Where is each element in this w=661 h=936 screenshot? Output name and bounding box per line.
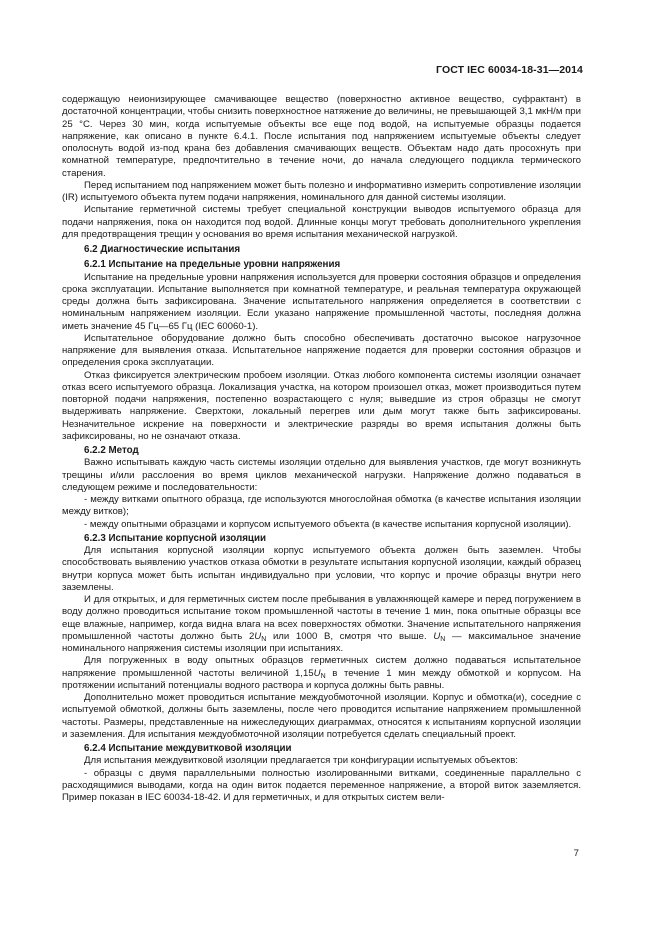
- paragraph-voltage-limit-test: Испытание на предельные уровни напряжения используется для проверки состояния образцов и определения срока эксплуатации. Испытание выполняется при комнатной температуре, и реальная температура окружающей среды должна быть зафиксирована. Значение испытательного напряжения определяется в соответствии с номинальным напряжением изоляции. Если указано напряжение промышленной частоты, последняя должна иметь значение 45 Гц—65 Гц (IEC 60060-1).: [62, 271, 581, 332]
- section-heading-6-2-4: 6.2.4 Испытание междувитковой изоляции: [84, 743, 292, 754]
- list-item-turn-to-turn: - между витками опытного образца, где используются многослойная обмотка (в качестве испытания изоляции между витков);: [62, 494, 581, 518]
- section-heading-6-2: 6.2 Диагностические испытания: [84, 244, 241, 255]
- page-number: 7: [573, 848, 579, 859]
- paragraph-interwinding-test: Дополнительно может проводиться испытание междуобмоточной изоляции. Корпус и обмотка(и), соседние с испытуемой обмоткой, должны быть заземлены, после чего проводится испытание напряжением промышленной частоты. Размеры, представленные на нижеследующих диаграммах, относятся к испытаниям корпусной изоляции и заземления. Для испытания междуобмоточной изоляции потребуется сделать специальный проект.: [62, 692, 581, 740]
- section-heading-6-2-2: 6.2.2 Метод: [84, 445, 139, 456]
- paragraph-test-equipment: Испытательное оборудование должно быть способно обеспечивать достаточно высокое нагрузочное напряжение для выявления отказа. Испытательное напряжение подается для проверки состояния образцов и определения срока эксплуатации.: [62, 332, 581, 369]
- paragraph-failure: Отказ фиксируется электрическим пробоем изоляции. Отказ любого компонента системы изоляции означает отказ всего испытуемого образца. Локализация участка, на котором произошел отказ, может производиться путем повторной подачи напряжения, постепенно возрастающего с нуля; выведшие из строя образцы не смогут выдерживать напряжение. Сверхтоки, локальный перегрев или дым могут также быть зафиксированы. Незначительное искрение на поверхности и электрические разряды во время испытания должны быть зафиксированы, но не означают отказа.: [62, 369, 581, 442]
- paragraph-interturn-configs: Для испытания междувитковой изоляции предлагается три конфигурации испытуемых объектов:: [84, 755, 518, 767]
- paragraph-submerged-test: Для погруженных в воду опытных образцов герметичных систем должно подаваться испытательное напряжение промышленной частоты величиной $1,15U_N$ в течение 1 мин между обмоткой и корпусом. На протяжении испытаний потенциалы водного раствора и корпуса должны быть равны.: [62, 655, 581, 691]
- section-heading-6-2-3: 6.2.3 Испытание корпусной изоляции: [84, 532, 266, 544]
- document-standard-id: ГОСТ IEC 60034-18-31—2014: [436, 64, 583, 76]
- section-heading-6-2-1: 6.2.1 Испытание на предельные уровни напряжения: [84, 259, 341, 271]
- paragraph-wetting-agent: содержащую неионизирующее смачивающее вещество (поверхностно активное вещество, суфрактант) в достаточной концентрации, чтобы снизить поверхностное натяжение до величины, не превышающей 3,1 мкН/м при 25 °С. Через 30 мин, когда испытуемые объекты все еще под водой, на испытуемые образцы подается напряжение, как описано в пункте 6.4.1. После испытания под напряжением испытуемые объекты следует ополоснуть водой из-под крана без добавления смачивающих веществ. Объектам надо дать просохнуть при комнатной температуре, предпочтительно в течение ночи, до начала следующего подцикла термического старения.: [62, 94, 581, 179]
- paragraph-insulation-resistance: Перед испытанием под напряжением может быть полезно и информативно измерить сопротивление изоляции (IR) испытуемого объекта путем подачи напряжения, номинального для данной системы изоляции.: [62, 179, 581, 203]
- paragraph-open-and-sealed-test: И для открытых, и для герметичных систем после пребывания в увлажняющей камере и перед погружением в воду должно проводиться испытание током промышленной частоты в течение 1 мин, пока опытные образцы все еще влажные, например, когда видна влага на всех поверхностях обмотки. Значение испытательного напряжения промышленной частоты должно быть $2U_N$ или 1000 В, смотря что выше. $U_N$ — максимальное значение номинального напряжения системы изоляции при испытаниях.: [62, 594, 581, 654]
- paragraph-ground-insulation: Для испытания корпусной изоляции корпус испытуемого объекта должен быть заземлен. Чтобы способствовать выявлению участков отказа обмотки в результате испытания корпусной изоляции, каждый образец внутри корпуса может быть испытан индивидуально при условии, что корпус и прочие образцы внутри него заземлены.: [62, 545, 581, 593]
- paragraph-sealed-system: Испытание герметичной системы требует специальной конструкции выводов испытуемого образца для подачи напряжения, пока он находится под водой. Длинные концы могут требовать дополнительного укрепления для предотвращения трещин у основания во время испытания механической нагрузкой.: [62, 204, 581, 240]
- list-item-parallel-turns: - образцы с двумя параллельными полностью изолированными витками, соединенные параллельно с расходящимися выводами, когда на один виток подается переменное напряжение, а второй виток заземляется. Пример показан в IEC 60034-18-42. И для герметичных, и для открытых систем вели-: [62, 767, 581, 803]
- paragraph-method: Важно испытывать каждую часть системы изоляции отдельно для выявления участков, где могут возникнуть трещины и/или расслоения во время циклов механической нагрузки. Напряжение должно подаваться в следующем режиме и последовательности:: [62, 457, 581, 493]
- list-item-ground-wall: - между опытными образцами и корпусом испытуемого объекта (в качестве испытания корпусной изоляции).: [84, 518, 572, 530]
- document-body: [62, 94, 581, 804]
